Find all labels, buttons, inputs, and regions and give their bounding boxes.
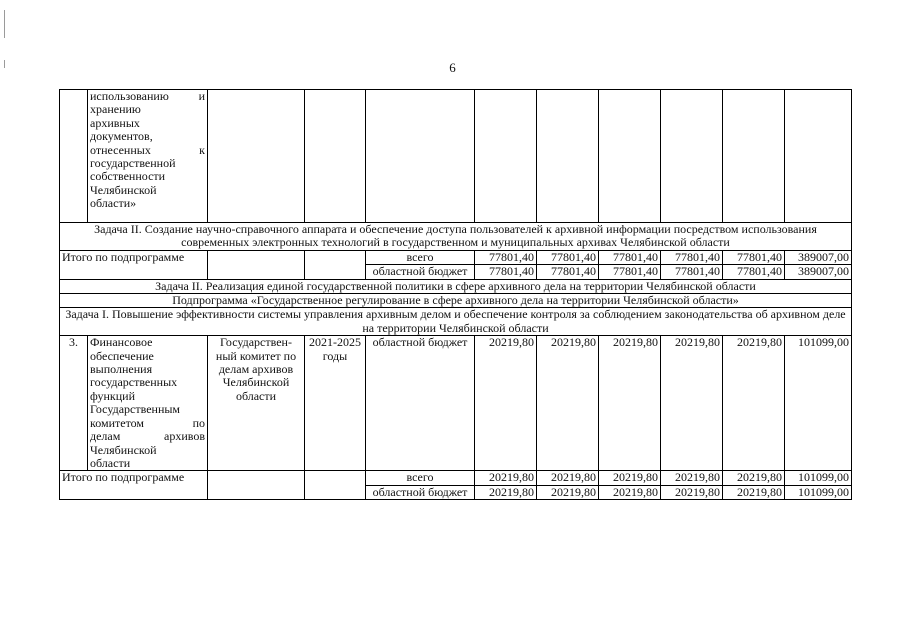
measure-name-line: Челябинской [90,442,157,457]
cell-value: 77801,40 [723,265,785,279]
cell-value: 20219,80 [599,471,661,485]
table-row [60,308,852,336]
cell-measure-name [88,90,208,223]
measure-name-line: использованию и [90,89,205,103]
cell-number: 3. [60,336,88,471]
cell-value [785,90,852,223]
cell-value: 77801,40 [475,250,537,264]
table-row [60,336,852,471]
measure-name-line: делам архивов [90,429,205,444]
scan-edge-mark [4,10,5,38]
table-row [60,223,852,251]
cell-value: 77801,40 [661,265,723,279]
program-budget-table [59,89,852,500]
measure-name-line: Государственным [90,402,181,417]
cell-value [475,90,537,223]
table-row [60,279,852,293]
cell-source: всего [366,471,475,485]
cell-value: 20219,80 [599,485,661,499]
cell-value: 20219,80 [537,336,599,471]
cell-period [305,250,366,279]
cell-period [305,90,366,223]
cell-value: 20219,80 [661,471,723,485]
table-row [60,250,852,264]
cell-value: 20219,80 [537,485,599,499]
cell-value: 77801,40 [599,265,661,279]
page-number: 6 [449,60,456,75]
cell-value: 20219,80 [723,485,785,499]
cell-value: 77801,40 [723,250,785,264]
measure-name-line: отнесенных к [90,142,205,157]
cell-value: 20219,80 [599,336,661,471]
measure-name-line: обеспечение [90,348,154,363]
task-heading: Задача II. Создание научно-справочного аппарата и обеспечение доступа пользователей к архивной информации посредством использования современных электронных технологий в государственном и муниципальных архивах Челябинской области [60,223,852,251]
cell-value: 20219,80 [661,485,723,499]
cell-total: 101099,00 [785,485,852,499]
cell-value [537,90,599,223]
cell-source: областной бюджет [366,265,475,279]
subtotal-label: Итого по подпрограмме [60,250,208,279]
cell-executor [208,471,305,500]
task-heading: Задача I. Повышение эффективности системы управления архивным делом и обеспечение контроля за соблюдением законодательства об архивном деле на территории Челябинской области [60,308,852,336]
subprogram-heading: Подпрограмма «Государственное регулирование в сфере архивного дела на территории Челябинской области» [60,294,852,308]
cell-executor [208,90,305,223]
cell-value: 77801,40 [537,265,599,279]
cell-total: 389007,00 [785,250,852,264]
measure-name-line: выполнения [90,362,153,377]
table-row [60,90,852,223]
cell-total: 101099,00 [785,471,852,485]
measure-name-line: хранению [90,102,141,117]
cell-source: всего [366,250,475,264]
cell-executor [208,250,305,279]
cell-value: 20219,80 [723,471,785,485]
task-heading: Задача II. Реализация единой государственной политики в сфере архивного дела на территории Челябинской области [60,279,852,293]
cell-number [60,90,88,223]
measure-name-line: государственной [90,156,176,171]
cell-value: 77801,40 [599,250,661,264]
cell-measure-name [88,336,208,471]
cell-total: 389007,00 [785,265,852,279]
cell-value: 77801,40 [537,250,599,264]
measure-name-line: области» [90,196,137,211]
table-row [60,471,852,485]
cell-value: 20219,80 [661,336,723,471]
measure-name-line: собственности [90,169,166,184]
measure-name-line: документов, [90,129,153,144]
cell-value: 77801,40 [475,265,537,279]
measure-name-line: Челябинской [90,182,157,197]
measure-name-line: государственных [90,375,178,390]
cell-value: 20219,80 [723,336,785,471]
subtotal-label: Итого по подпрограмме [60,471,208,500]
measure-name-line: Финансовое [90,335,153,350]
cell-executor: Государствен-ный комитет по делам архивов Челябинской области [208,336,305,471]
cell-value [661,90,723,223]
cell-value: 77801,40 [661,250,723,264]
measure-name-line: архивных [90,115,140,130]
table-row [60,294,852,308]
cell-value [599,90,661,223]
cell-period: 2021-2025 годы [305,336,366,471]
cell-period [305,471,366,500]
cell-source: областной бюджет [366,485,475,499]
cell-total: 101099,00 [785,336,852,471]
cell-value [723,90,785,223]
cell-value: 20219,80 [475,336,537,471]
measure-name-line: функций [90,388,135,403]
cell-value: 20219,80 [475,471,537,485]
cell-value: 20219,80 [537,471,599,485]
cell-source: областной бюджет [366,336,475,471]
cell-value: 20219,80 [475,485,537,499]
measure-name-line: области [90,455,131,470]
cell-source [366,90,475,223]
measure-name-line: комитетом по [90,415,205,430]
